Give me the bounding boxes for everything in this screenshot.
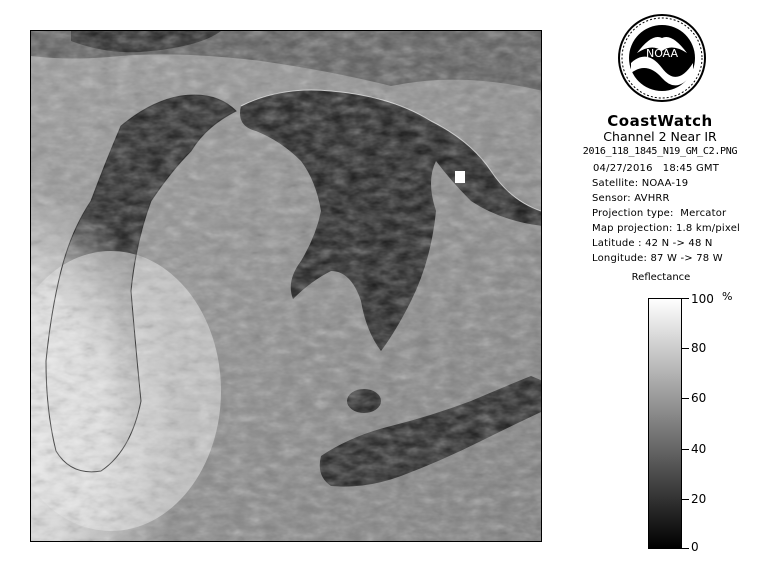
file-name: 2016_118_1845_N19_GM_C2.PNG bbox=[582, 146, 738, 157]
colorbar-tick-label: 80 bbox=[691, 341, 707, 355]
bright-spot bbox=[455, 171, 465, 183]
colorbar-tick bbox=[681, 348, 689, 349]
colorbar-tick bbox=[681, 548, 689, 549]
noaa-logo-icon bbox=[617, 13, 707, 103]
reflectance-colorbar bbox=[648, 298, 682, 549]
projection-type-info: Projection type: Mercator bbox=[592, 208, 727, 219]
sensor-info: Sensor: AVHRR bbox=[592, 193, 670, 204]
brand-title: CoastWatch bbox=[607, 112, 713, 130]
colorbar-tick bbox=[681, 499, 689, 500]
satellite-map[interactable] bbox=[30, 30, 542, 542]
longitude-info: Longitude: 87 W -> 78 W bbox=[592, 253, 723, 264]
colorbar-tick-label: 60 bbox=[691, 391, 707, 405]
scale-title: Reflectance bbox=[631, 272, 691, 283]
date-time: 04/27/2016 18:45 GMT bbox=[593, 163, 720, 174]
colorbar-tick bbox=[681, 398, 689, 399]
scale-unit: % bbox=[722, 290, 733, 303]
colorbar-tick-label: 0 bbox=[691, 540, 699, 554]
channel-label: Channel 2 Near IR bbox=[603, 129, 717, 144]
colorbar-tick-label: 100 bbox=[691, 292, 714, 306]
satellite-info: Satellite: NOAA-19 bbox=[592, 178, 689, 189]
colorbar-tick-label: 20 bbox=[691, 492, 707, 506]
colorbar-tick bbox=[681, 298, 689, 299]
satellite-image-svg bbox=[31, 31, 542, 542]
colorbar-tick bbox=[681, 449, 689, 450]
image-texture bbox=[31, 31, 542, 542]
latitude-info: Latitude : 42 N -> 48 N bbox=[592, 238, 713, 249]
map-projection-info: Map projection: 1.8 km/pixel bbox=[592, 223, 741, 234]
colorbar-tick-label: 40 bbox=[691, 442, 707, 456]
noaa-logo-text: NOAA bbox=[645, 47, 679, 60]
